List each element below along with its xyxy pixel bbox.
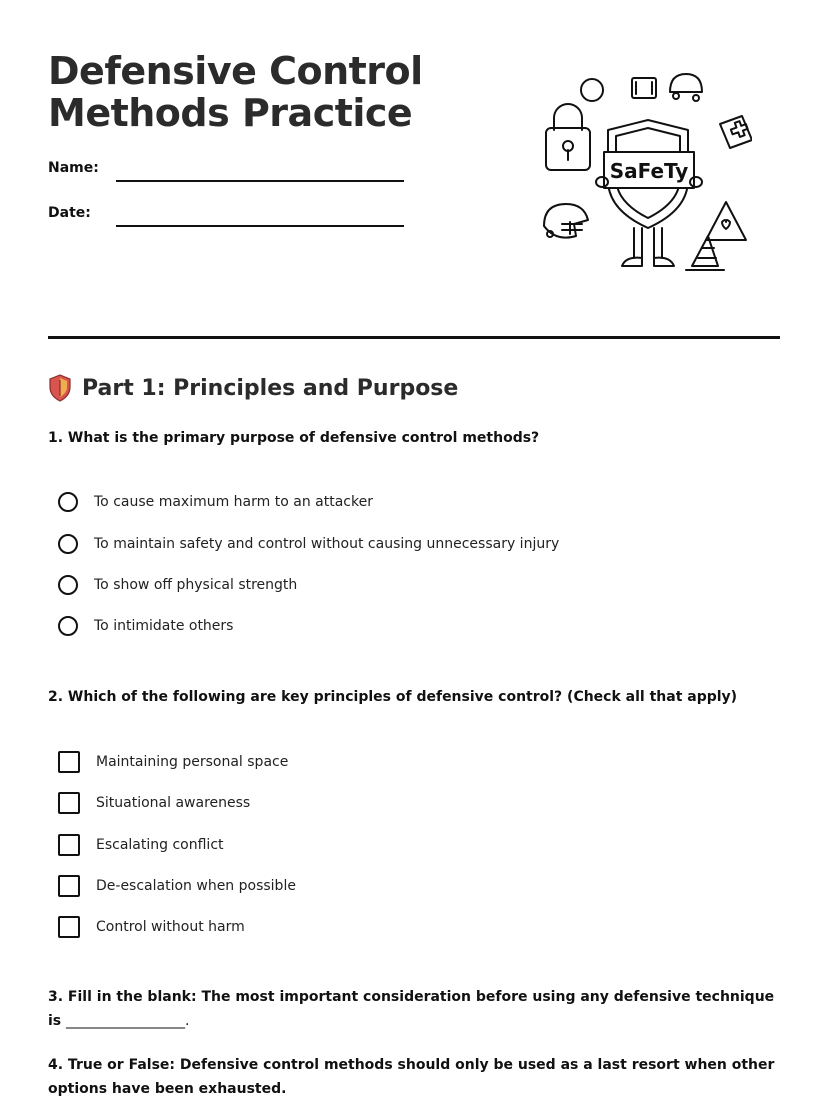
checkbox[interactable] xyxy=(58,875,80,897)
checkbox[interactable] xyxy=(58,751,80,773)
q2-option-4[interactable] xyxy=(58,875,296,897)
q1-option-2[interactable] xyxy=(58,534,559,554)
section-divider xyxy=(48,336,780,339)
q2-option-3[interactable] xyxy=(58,834,224,856)
q2-option-5[interactable] xyxy=(58,916,245,938)
first-aid-icon xyxy=(720,66,752,148)
ring-icon xyxy=(581,79,603,101)
shield-icon xyxy=(48,374,72,402)
date-field[interactable] xyxy=(116,225,404,227)
checkbox[interactable] xyxy=(58,792,80,814)
option-label: To intimidate others xyxy=(94,618,234,634)
page-title xyxy=(48,50,423,134)
padlock-icon xyxy=(546,104,590,170)
option-label: De-escalation when possible xyxy=(96,878,296,894)
radio-button[interactable] xyxy=(58,575,78,595)
safety-illustration xyxy=(536,66,752,278)
q1-option-1[interactable] xyxy=(58,492,373,512)
safety-sign-text: SaFeTy xyxy=(609,159,689,183)
part-1-heading xyxy=(48,374,458,402)
date-label: Date: xyxy=(48,205,91,221)
question-3 xyxy=(48,985,780,1033)
option-label: To maintain safety and control without causing unnecessary injury xyxy=(94,536,560,552)
radio-button[interactable] xyxy=(58,492,78,512)
helmet-icon xyxy=(544,204,588,238)
checkbox[interactable] xyxy=(58,916,80,938)
title-line-1: Defensive Control xyxy=(48,49,423,93)
option-label: Control without harm xyxy=(96,919,245,935)
fill-blank[interactable]: _________________. xyxy=(66,1013,190,1029)
title-line-2: Methods Practice xyxy=(48,91,413,135)
option-label: To show off physical strength xyxy=(94,577,298,593)
part-1-title: Part 1: Principles and Purpose xyxy=(82,375,459,401)
question-2: 2. Which of the following are key principles of defensive control? (Check all that apply) xyxy=(48,689,738,705)
checkbox[interactable] xyxy=(58,834,80,856)
option-label: To cause maximum harm to an attacker xyxy=(94,494,373,510)
option-label: Situational awareness xyxy=(96,795,251,811)
question-3-text: 3. Fill in the blank: The most important consideration before using any defensive technique is xyxy=(48,989,775,1029)
q2-option-1[interactable] xyxy=(58,751,288,773)
option-label: Escalating conflict xyxy=(96,837,224,853)
question-1: 1. What is the primary purpose of defensive control methods? xyxy=(48,430,540,446)
q1-option-3[interactable] xyxy=(58,575,297,595)
radio-button[interactable] xyxy=(58,534,78,554)
question-4: 4. True or False: Defensive control methods should only be used as a last resort when other options have been exhausted. xyxy=(48,1057,775,1097)
q1-option-4[interactable] xyxy=(58,616,233,636)
name-label: Name: xyxy=(48,160,99,176)
helmet-top-icon xyxy=(670,74,702,92)
name-field[interactable] xyxy=(116,180,404,182)
option-label: Maintaining personal space xyxy=(96,754,289,770)
radio-button[interactable] xyxy=(58,616,78,636)
q2-option-2[interactable] xyxy=(58,792,250,814)
